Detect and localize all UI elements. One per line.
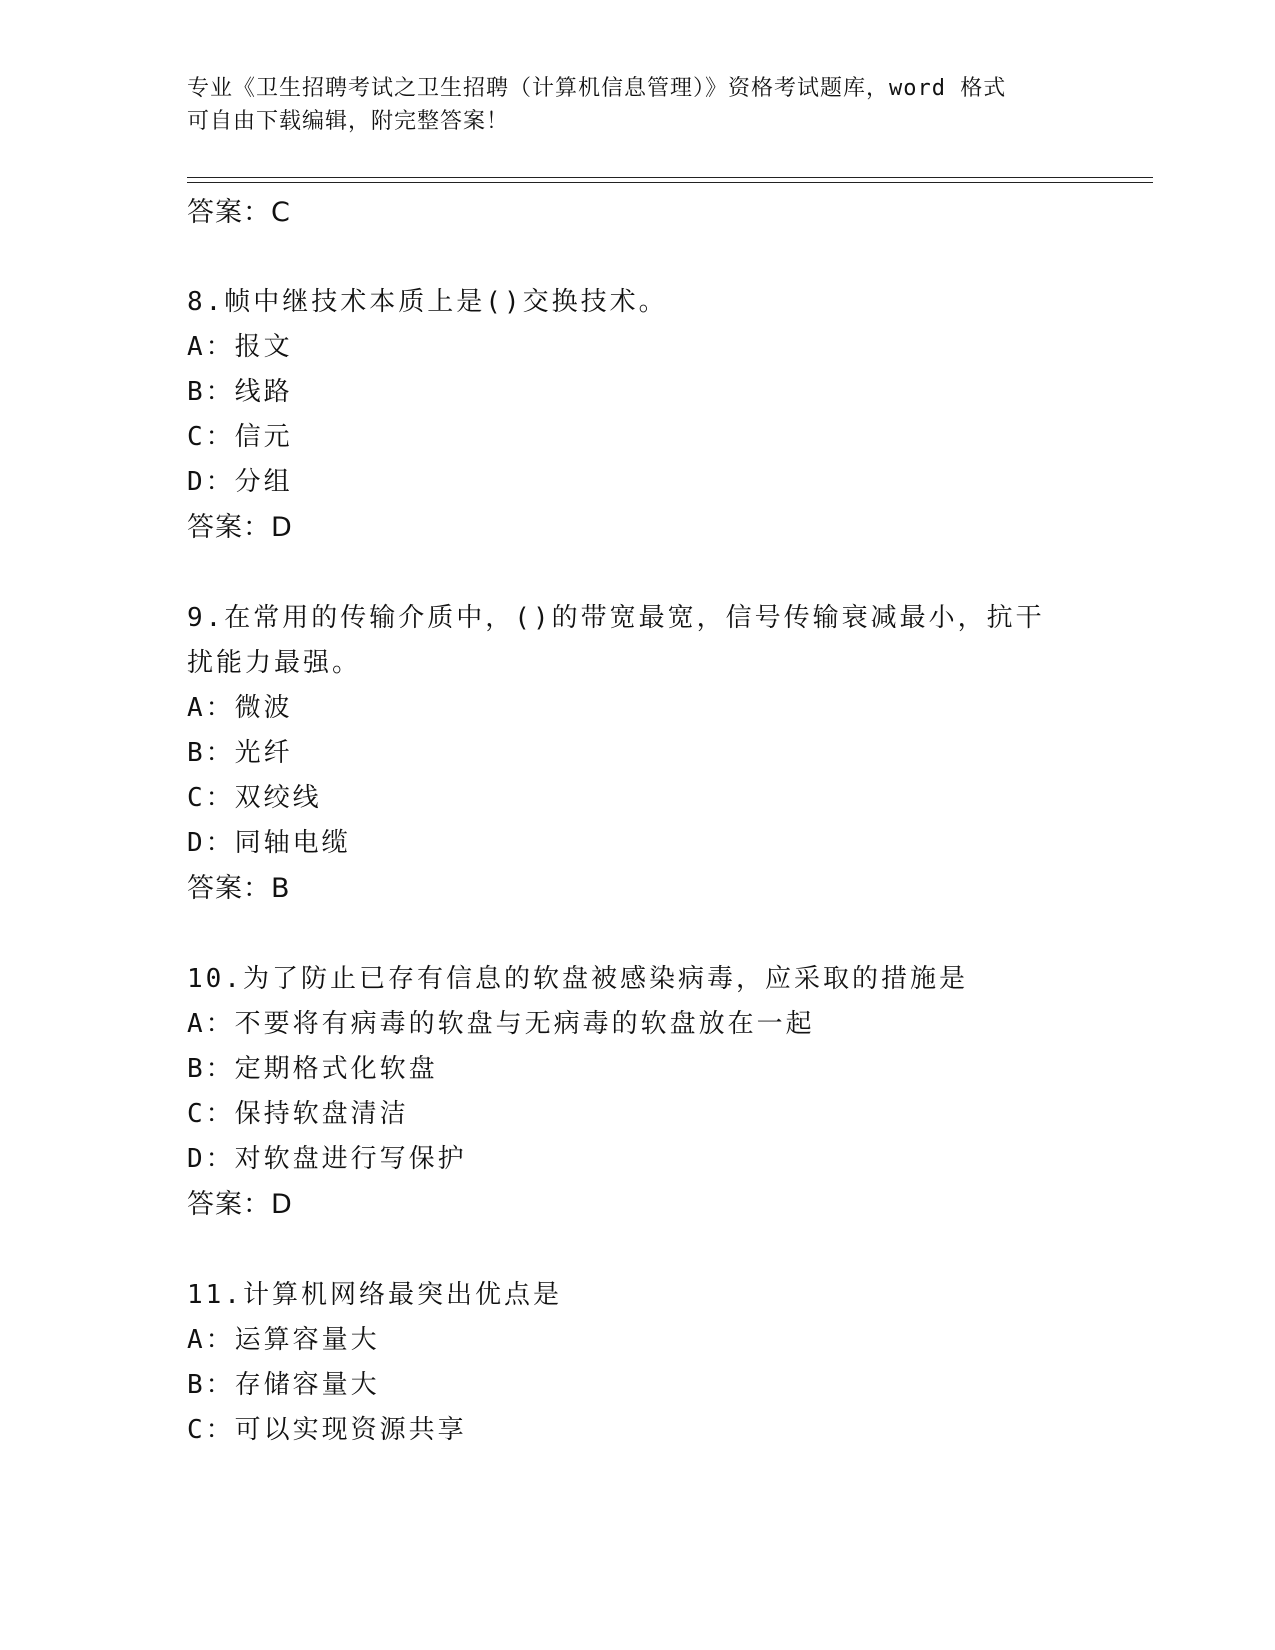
answer-label: 答案：C (187, 197, 291, 228)
question-block (187, 957, 1087, 1227)
answer-label: 答案：B (187, 873, 291, 904)
option-b: B：定期格式化软盘 (187, 1054, 438, 1084)
option-b: B：光纤 (187, 738, 293, 768)
option-c: C：可以实现资源共享 (187, 1415, 467, 1445)
option-b: B：存储容量大 (187, 1370, 380, 1400)
option-d: D：同轴电缆 (187, 828, 351, 858)
option-c: C：保持软盘清洁 (187, 1099, 409, 1129)
question-text: 8.帧中继技术本质上是()交换技术。 (187, 287, 668, 317)
answer-label: 答案：D (187, 512, 293, 543)
option-c: C：双绞线 (187, 783, 322, 813)
header-divider-bottom (187, 182, 1153, 183)
question-text: 9.在常用的传输介质中，()的带宽最宽，信号传输衰减最小，抗干扰能力最强。 (187, 603, 1045, 678)
option-a: A：报文 (187, 332, 293, 362)
option-b: B：线路 (187, 377, 293, 407)
question-list (187, 190, 1087, 1453)
question-text: 11.计算机网络最突出优点是 (187, 1280, 562, 1310)
question-block (187, 1273, 1087, 1453)
option-d: D：分组 (187, 467, 293, 497)
option-a: A：微波 (187, 693, 293, 723)
question-text: 10.为了防止已存有信息的软盘被感染病毒，应采取的措施是 (187, 964, 968, 994)
option-d: D：对软盘进行写保护 (187, 1144, 467, 1174)
header-line-1: 专业《卫生招聘考试之卫生招聘（计算机信息管理）》资格考试题库，word 格式 (187, 76, 1007, 101)
header-line-2: 可自由下载编辑，附完整答案！ (187, 109, 510, 134)
option-c: C：信元 (187, 422, 293, 452)
document-header (187, 72, 1087, 138)
header-divider-top (187, 177, 1153, 178)
question-block (187, 596, 1087, 911)
question-block (187, 280, 1087, 550)
option-a: A：不要将有病毒的软盘与无病毒的软盘放在一起 (187, 1009, 815, 1039)
answer-label: 答案：D (187, 1189, 293, 1220)
option-a: A：运算容量大 (187, 1325, 380, 1355)
